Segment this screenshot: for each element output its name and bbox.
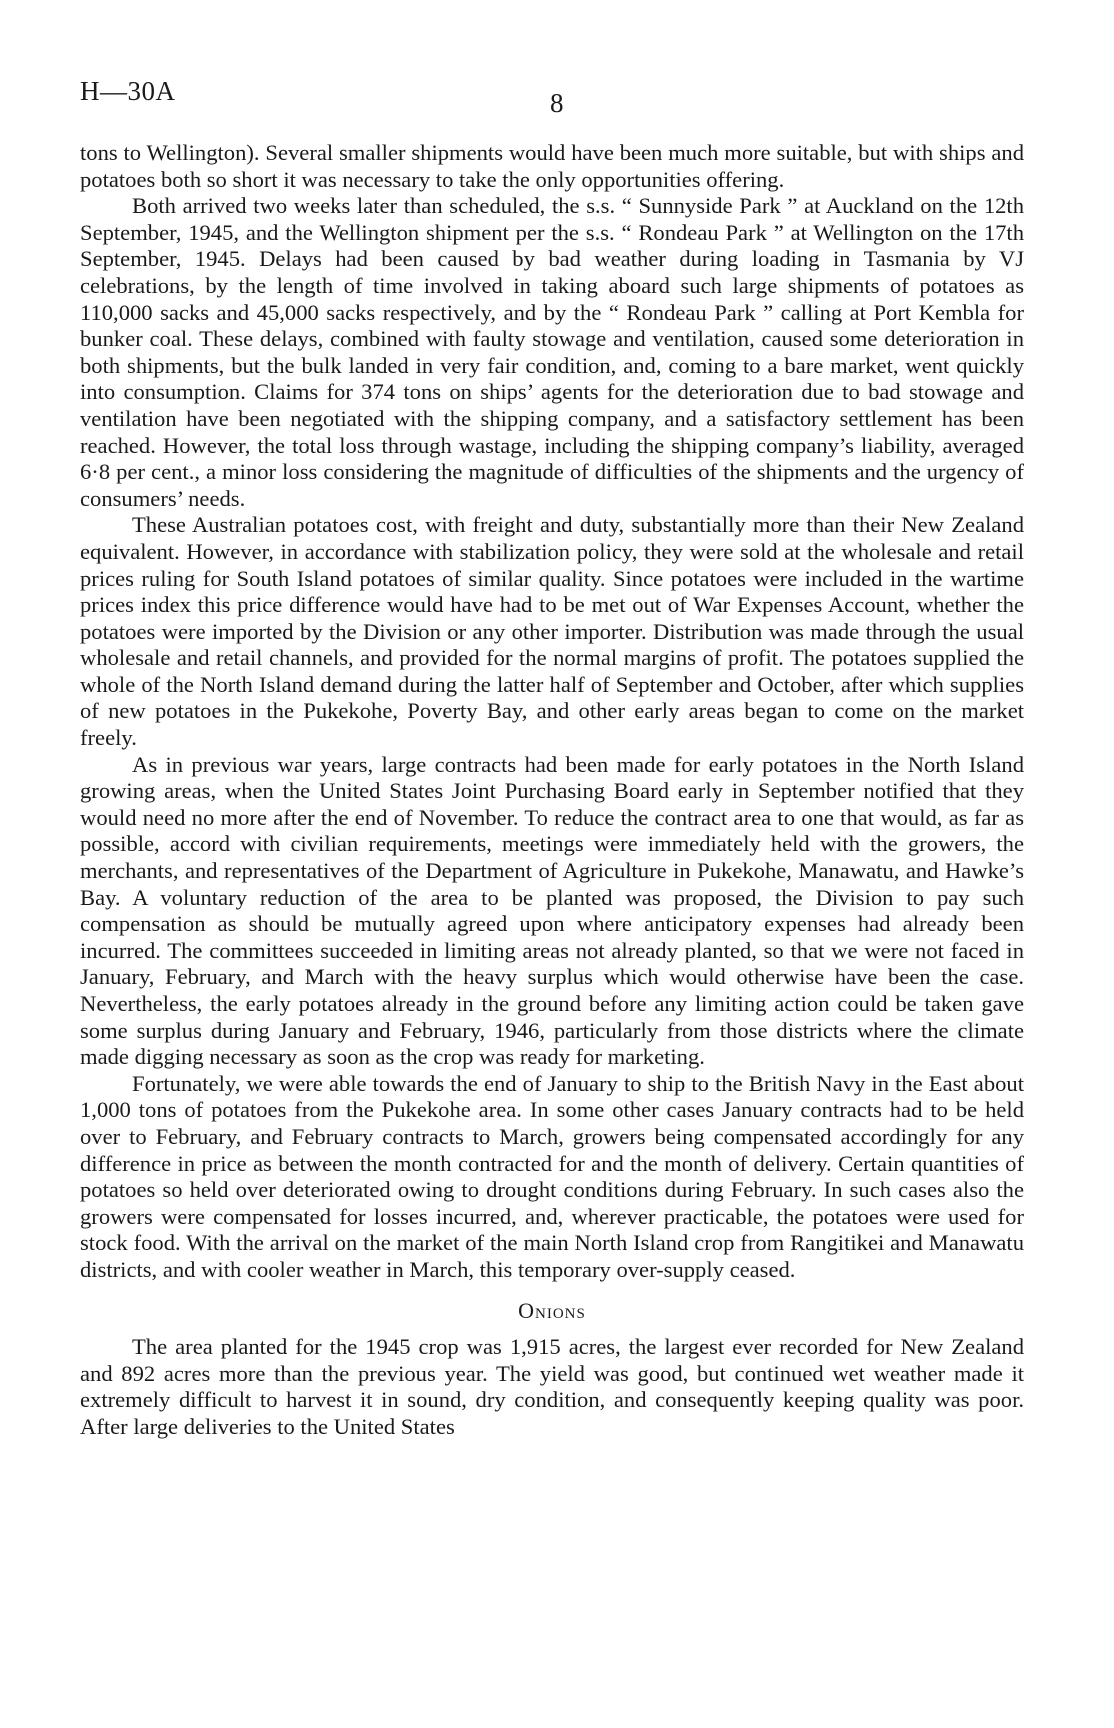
paragraph: tons to Wellington). Several smaller shipments would have been much more suitable, but with ships and potatoes both so short it was necessary to take the only opportunities offering.: [80, 140, 1024, 192]
document-reference: H—30A: [80, 76, 176, 106]
document-body: [80, 140, 1024, 1441]
paragraph: These Australian potatoes cost, with freight and duty, substantially more than their New Zealand equivalent. However, in accordance with stabilization policy, they were sold at the wholesale and retail prices ruling for South Island potatoes of similar quality. Since potatoes were included in the wartime prices index this price difference would have had to be met out of War Expenses Account, whether the potatoes were imported by the Division or any other importer. Distribution was made through the usual wholesale and retail channels, and provided for the normal margins of profit. The potatoes supplied the whole of the North Island demand during the latter half of September and October, after which supplies of new potatoes in the Pukekohe, Poverty Bay, and other early areas began to come on the market freely.: [80, 512, 1024, 751]
page-number: 8: [550, 88, 564, 118]
paragraph: Both arrived two weeks later than scheduled, the s.s. “ Sunnyside Park ” at Auckland on the 12th September, 1945, and the Wellington shipment per the s.s. “ Rondeau Park ” at Wellington on the 17th September, 1945. Delays had been caused by bad weather during loading in Tasmania by VJ celebrations, by the length of time involved in taking aboard such large shipments of potatoes as 110,000 sacks and 45,000 sacks respectively, and by the “ Rondeau Park ” calling at Port Kembla for bunker coal. These delays, combined with faulty stowage and ventilation, caused some deterioration in both shipments, but the bulk landed in very fair condition, and, coming to a bare market, went quickly into consumption. Claims for 374 tons on ships’ agents for the deterioration due to bad stowage and ventilation have been negotiated with the shipping company, and a satisfactory settlement has been reached. However, the total loss through wastage, including the shipping company’s liability, averaged 6·8 per cent., a minor loss considering the magnitude of difficulties of the shipments and the urgency of consumers’ needs.: [80, 193, 1024, 511]
paragraph: The area planted for the 1945 crop was 1,915 acres, the largest ever recorded for New Zealand and 892 acres more than the previous year. The yield was good, but continued wet weather made it extremely difficult to harvest it in sound, dry condition, and consequently keeping quality was poor. After large deliveries to the United States: [80, 1334, 1024, 1439]
section-heading-onions: Onions: [518, 1297, 586, 1323]
paragraph: Fortunately, we were able towards the end of January to ship to the British Navy in the East about 1,000 tons of potatoes from the Pukekohe area. In some other cases January contracts had to be held over to February, and February contracts to March, growers being compensated accordingly for any difference in price as between the month contracted for and the month of delivery. Certain quantities of potatoes so held over deteriorated owing to drought conditions during February. In such cases also the growers were compensated for losses incurred, and, wherever practicable, the potatoes were used for stock food. With the arrival on the market of the main North Island crop from Rangitikei and Manawatu districts, and with cooler weather in March, this temporary over-supply ceased.: [80, 1070, 1024, 1282]
page-header: [80, 76, 1034, 116]
paragraph: As in previous war years, large contracts had been made for early potatoes in the North Island growing areas, when the United States Joint Purchasing Board early in September notified that they would need no more after the end of November. To reduce the contract area to one that would, as far as possible, accord with civilian requirements, meetings were immediately held with the growers, the merchants, and representatives of the Department of Agriculture in Pukekohe, Manawatu, and Hawke’s Bay. A voluntary reduction of the area to be planted was proposed, the Division to pay such compensation as should be mutually agreed upon where anticipatory expenses had already been incurred. The committees succeeded in limiting areas not already planted, so that we were not faced in January, February, and March with the heavy surplus which would otherwise have been the case. Nevertheless, the early potatoes already in the ground before any limiting action could be taken gave some surplus during January and February, 1946, particularly from those districts where the climate made digging necessary as soon as the crop was ready for marketing.: [80, 751, 1024, 1070]
